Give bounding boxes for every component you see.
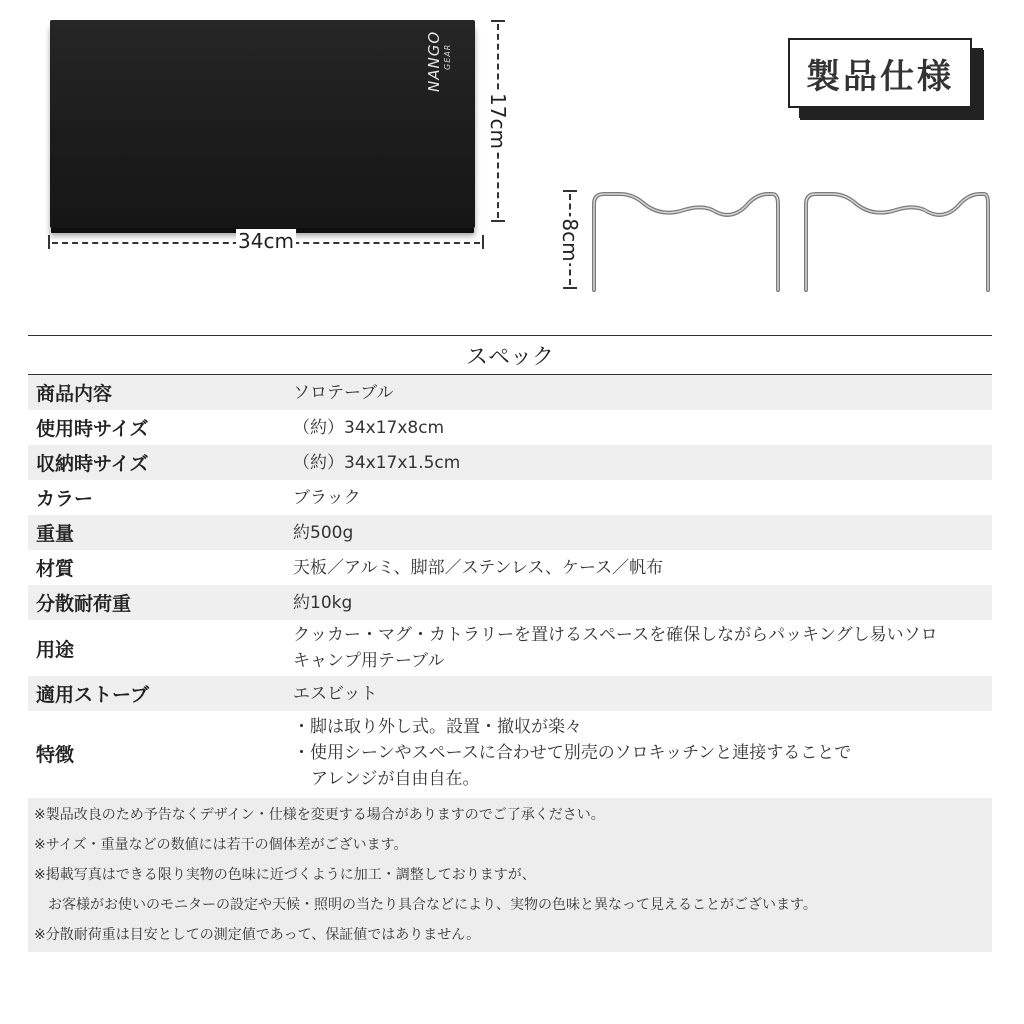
note-line: お客様がお使いのモニターの設定や天候・照明の当たり具合などにより、実物の色味と異なって見えることがございます。 — [48, 897, 817, 913]
spec-value-line: （約）34x17x1.5cm — [293, 452, 461, 473]
spec-value-line: 約10kg — [293, 592, 353, 613]
leg-left — [594, 194, 778, 290]
spec-label: 重量 — [36, 523, 75, 545]
spec-value-line: ソロテーブル — [293, 382, 394, 403]
section-title: 製品仕様 — [788, 38, 972, 108]
spec-value — [293, 520, 992, 546]
leg-right — [806, 194, 988, 290]
spec-value — [293, 590, 992, 616]
note-line: ※分散耐荷重は目安としての測定値であって、保証値ではありません。 — [34, 927, 481, 943]
spec-value — [293, 485, 992, 511]
spec-row — [28, 676, 992, 711]
spec-value — [293, 681, 992, 707]
spec-table — [28, 375, 992, 795]
spec-value-line: ブラック — [293, 487, 361, 508]
spec-row — [28, 410, 992, 445]
spec-value-line: 天板／アルミ、脚部／ステンレス、ケース／帆布 — [293, 557, 664, 578]
logo-sub-text: GEAR — [443, 43, 452, 70]
spec-label: 商品内容 — [36, 383, 113, 405]
spec-value-line: （約）34x17x8cm — [293, 417, 445, 438]
notes-box — [28, 798, 992, 952]
spec-row — [28, 620, 992, 676]
spec-heading: スペック — [28, 335, 992, 375]
spec-value-line: 約500g — [293, 522, 354, 543]
spec-value — [293, 622, 992, 674]
spec-label: 材質 — [36, 558, 75, 580]
spec-label: カラー — [36, 488, 94, 510]
leg-height-dimension — [558, 190, 582, 289]
spec-value-line: キャンプ用テーブル — [293, 651, 445, 671]
table-top-image — [50, 20, 475, 228]
width-dimension — [48, 229, 484, 253]
spec-label: 用途 — [36, 638, 75, 661]
spec-value — [293, 450, 992, 476]
table-legs-image — [580, 182, 1000, 302]
height-dimension — [486, 20, 510, 222]
spec-row — [28, 480, 992, 515]
spec-row — [28, 711, 992, 795]
spec-row — [28, 515, 992, 550]
height-dimension-label: 17cm — [486, 93, 510, 149]
brand-logo — [425, 12, 461, 92]
logo-main-text: NANGO — [425, 30, 443, 92]
spec-value — [293, 415, 992, 441]
spec-value-line: ・脚は取り外し式。設置・撤収が楽々 — [293, 717, 582, 737]
spec-value-line: ・使用シーンやスペースに合わせて別売のソロキッチンと連接することで — [293, 743, 852, 763]
note-line: ※掲載写真はできる限り実物の色味に近づくように加工・調整しておりますが、 — [34, 867, 536, 883]
spec-label: 使用時サイズ — [36, 418, 149, 440]
width-dimension-label: 34cm — [238, 229, 294, 253]
spec-label: 特徴 — [36, 743, 75, 766]
spec-label: 分散耐荷重 — [36, 593, 132, 615]
spec-row — [28, 585, 992, 620]
spec-label: 適用ストーブ — [36, 684, 150, 706]
spec-row — [28, 445, 992, 480]
spec-row — [28, 375, 992, 410]
spec-value-line: クッカー・マグ・カトラリーを置けるスペースを確保しながらパッキングし易いソロ — [293, 625, 938, 645]
leg-height-dimension-label: 8cm — [558, 217, 582, 262]
note-line: ※サイズ・重量などの数値には若干の個体差がございます。 — [34, 837, 408, 853]
spec-value — [293, 380, 992, 406]
spec-label: 収納時サイズ — [36, 453, 149, 475]
spec-value-line: エスビット — [293, 683, 378, 704]
spec-value — [293, 714, 992, 792]
spec-row — [28, 550, 992, 585]
note-line: ※製品改良のため予告なくデザイン・仕様を変更する場合がありますのでご了承ください。 — [34, 807, 605, 823]
spec-value-line: アレンジが自由自在。 — [311, 769, 480, 789]
spec-value — [293, 555, 992, 581]
